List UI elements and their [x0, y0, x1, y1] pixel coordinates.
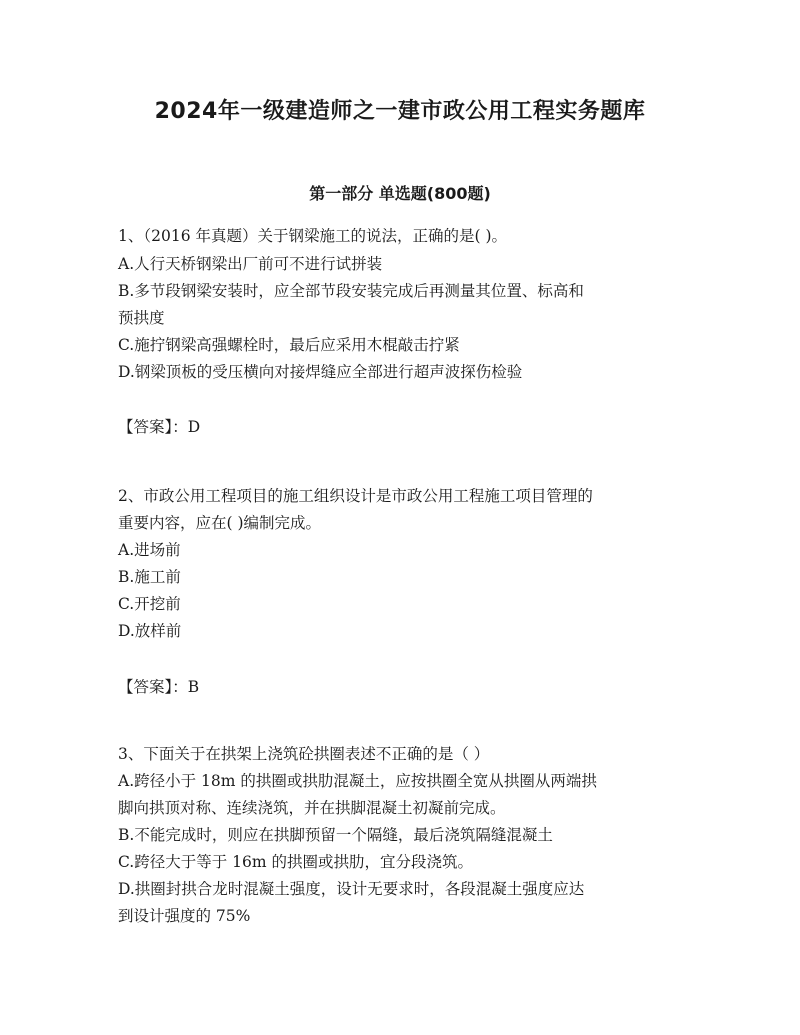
- option-b: B.施工前: [118, 568, 181, 586]
- option-d: D.钢梁顶板的受压横向对接焊缝应全部进行超声波探伤检验: [118, 363, 523, 381]
- question-stem: 2、市政公用工程项目的施工组织设计是市政公用工程施工项目管理的: [118, 487, 593, 505]
- option-a: A.跨径小于 18m 的拱圈或拱肋混凝土，应按拱圈全宽从拱圈从两端拱: [118, 772, 597, 790]
- option-d: D.放样前: [118, 622, 182, 640]
- question-stem: 1、（2016 年真题）关于钢梁施工的说法，正确的是( )。: [118, 227, 508, 245]
- option-b: B.不能完成时，则应在拱脚预留一个隔缝，最后浇筑隔缝混凝土: [118, 826, 553, 844]
- option-c: C.施拧钢梁高强螺栓时，最后应采用木棍敲击拧紧: [118, 336, 460, 354]
- option-d: D.拱圈封拱合龙时混凝土强度，设计无要求时，各段混凝土强度应达: [118, 880, 585, 898]
- option-a-continued: 脚向拱顶对称、连续浇筑，并在拱脚混凝土初凝前完成。: [118, 799, 506, 817]
- answer: 【答案】：D: [118, 418, 201, 436]
- option-c: C.开挖前: [118, 595, 181, 613]
- option-b-continued: 预拱度: [118, 309, 165, 327]
- question-stem: 3、下面关于在拱架上浇筑砼拱圈表述不正确的是（ ）: [118, 745, 490, 763]
- option-d-continued: 到设计强度的 75%: [118, 907, 251, 925]
- option-a: A.人行天桥钢梁出厂前可不进行试拼装: [118, 255, 383, 273]
- page-title: 2024年一级建造师之一建市政公用工程实务题库: [154, 99, 646, 124]
- section-title: 第一部分 单选题(800题): [309, 184, 491, 203]
- option-c: C.跨径大于等于 16m 的拱圈或拱肋，宜分段浇筑。: [118, 853, 474, 871]
- option-b: B.多节段钢梁安装时，应全部节段安装完成后再测量其位置、标高和: [118, 282, 584, 300]
- option-a: A.进场前: [118, 541, 181, 559]
- answer: 【答案】：B: [118, 678, 200, 696]
- question-stem-continued: 重要内容，应在( )编制完成。: [118, 514, 322, 532]
